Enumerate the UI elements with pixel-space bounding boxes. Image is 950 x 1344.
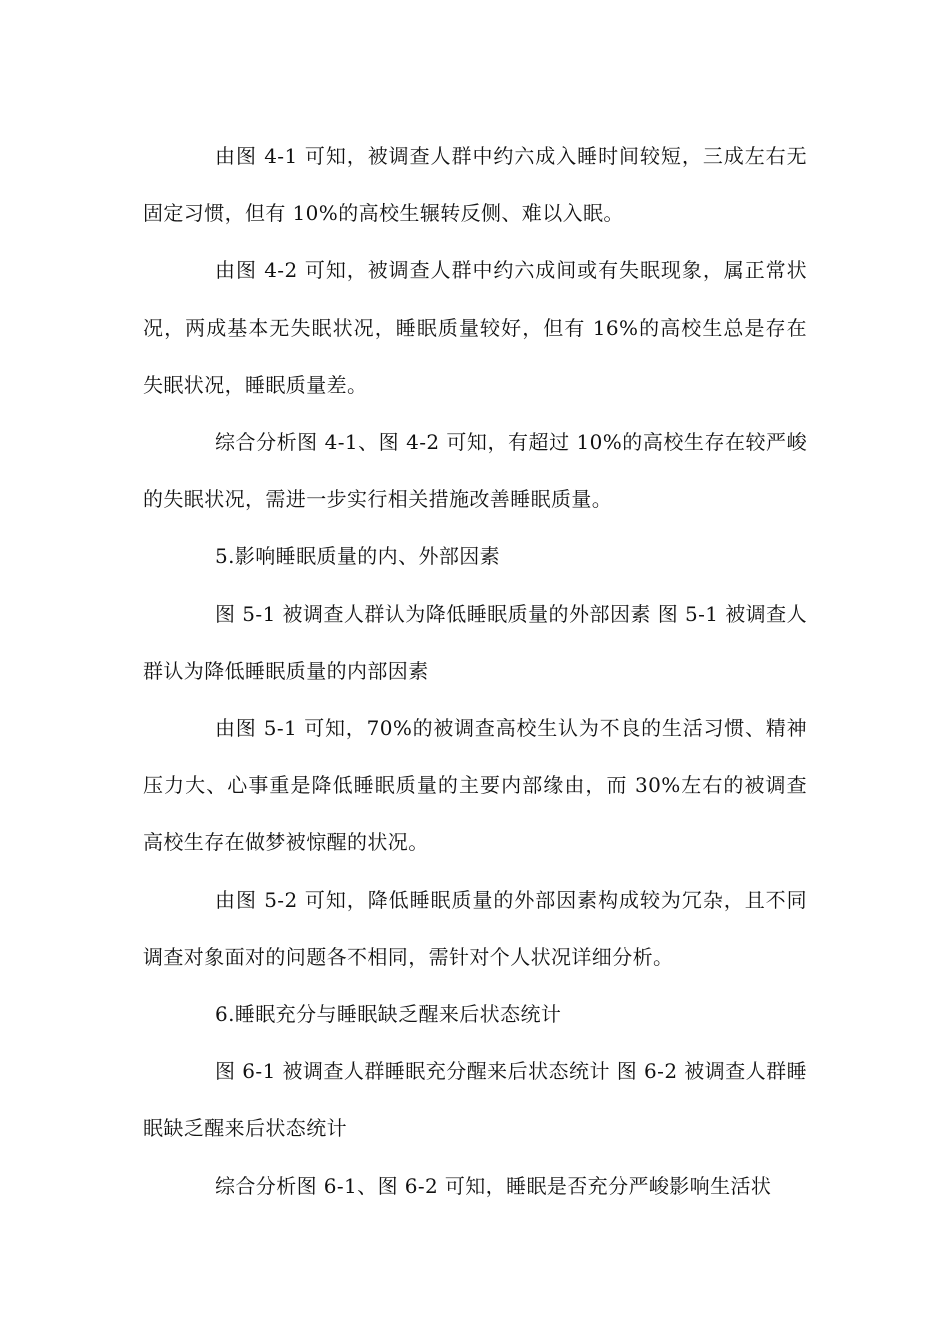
section-heading-6: 6.睡眠充分与睡眠缺乏醒来后状态统计 [215,1002,562,1027]
figure-caption-6: 图 6-1 被调查人群睡眠充分醒来后状态统计 图 6-2 被调查人群睡眠缺乏醒来后状态统计 [143,1059,807,1141]
paragraph-1: 由图 4-1 可知，被调查人群中约六成入睡时间较短，三成左右无固定习惯，但有 10%的高校生辗转反侧、难以入眠。 [143,144,807,226]
paragraph-5: 由图 5-2 可知，降低睡眠质量的外部因素构成较为冗杂，且不同调查对象面对的问题各不相同，需针对个人状况详细分析。 [143,887,807,969]
document-body [143,128,807,1215]
paragraph-4: 由图 5-1 可知，70%的被调查高校生认为不良的生活习惯、精神压力大、心事重是降低睡眠质量的主要内部缘由，而 30%左右的被调查高校生存在做梦被惊醒的状况。 [143,716,807,855]
paragraph-2: 由图 4-2 可知，被调查人群中约六成间或有失眠现象，属正常状况，两成基本无失眠状况，睡眠质量较好，但有 16%的高校生总是存在失眠状况，睡眠质量差。 [143,258,807,397]
paragraph-6: 综合分析图 6-1、图 6-2 可知，睡眠是否充分严峻影响生活状 [215,1173,772,1198]
figure-caption-5: 图 5-1 被调查人群认为降低睡眠质量的外部因素 图 5-1 被调查人群认为降低睡眠质量的内部因素 [143,601,807,683]
section-heading-5: 5.影响睡眠质量的内、外部因素 [215,544,501,569]
paragraph-3: 综合分析图 4-1、图 4-2 可知，有超过 10%的高校生存在较严峻的失眠状况，需进一步实行相关措施改善睡眠质量。 [143,430,807,512]
